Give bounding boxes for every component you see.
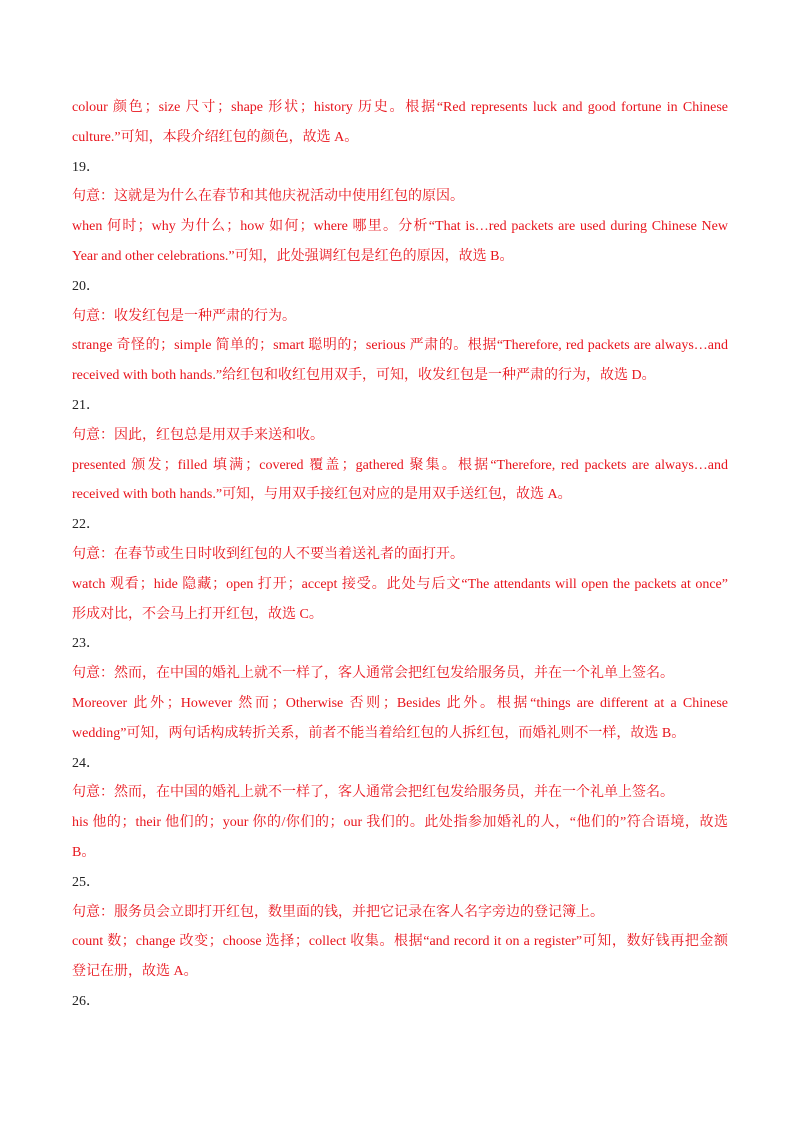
- explanation-line: when 何时；why 为什么；how 如何；where 哪里。分析“That is…red packets are used during Chinese New: [72, 219, 728, 235]
- question-number: 19．: [72, 159, 100, 175]
- explanation-line: watch 观看；hide 隐藏；open 打开；accept 接受。此处与后文“The attendants will open the packets at once”: [72, 576, 728, 592]
- explanation-line: strange 奇怪的；simple 简单的；smart 聪明的；serious 严肃的。根据“Therefore, red packets are always…and: [72, 338, 728, 354]
- explanation-line: culture.”可知，本段介绍红包的颜色，故选 A。: [72, 129, 359, 145]
- explanation-line: received with both hands.”给红包和收红包用双手，可知，收发红包是一种严肃的行为，故选 D。: [72, 368, 656, 384]
- explanation-block-25: [72, 868, 728, 987]
- explanation-line: colour 颜色；size 尺寸；shape 形状；history 历史。根据“Red represents luck and good fortune in Chinese: [72, 100, 728, 115]
- explanation-line: wedding”可知，两句话构成转折关系，前者不能当着给红包的人拆红包，而婚礼则不一样，故选 B。: [72, 725, 686, 741]
- explanation-block-22: [72, 510, 728, 629]
- explanation-line: count 数；change 改变；choose 选择；collect 收集。根据“and record it on a register”可知，数好钱再把金额: [72, 934, 728, 950]
- explanation-line: received with both hands.”可知，与用双手接红包对应的是用双手送红包，故选 A。: [72, 487, 572, 503]
- explanation-block-24: [72, 749, 728, 868]
- question-number: 24．: [72, 755, 100, 771]
- explanation-block-18: [72, 93, 728, 153]
- explanation-block-23: [72, 629, 728, 748]
- sentence-meaning: 句意：这就是为什么在春节和其他庆祝活动中使用红包的原因。: [72, 189, 464, 205]
- sentence-meaning: 句意：因此，红包总是用双手来送和收。: [72, 427, 324, 443]
- sentence-meaning: 句意：在春节或生日时收到红包的人不要当着送礼者的面打开。: [72, 546, 464, 562]
- question-number: 26．: [72, 993, 100, 1009]
- question-number: 22．: [72, 517, 100, 533]
- explanation-line: Moreover 此外；However 然而；Otherwise 否则；Besides 此外。根据“things are different at a Chinese: [72, 695, 728, 711]
- question-number: 23．: [72, 636, 100, 652]
- sentence-meaning: 句意：然而，在中国的婚礼上就不一样了，客人通常会把红包发给服务员，并在一个礼单上签名。: [72, 666, 674, 682]
- question-number: 25．: [72, 874, 100, 890]
- sentence-meaning: 句意：然而，在中国的婚礼上就不一样了，客人通常会把红包发给服务员，并在一个礼单上签名。: [72, 785, 674, 801]
- explanation-line: 登记在册，故选 A。: [72, 964, 198, 980]
- explanation-block-21: [72, 391, 728, 510]
- answer-explanations: [72, 93, 728, 1017]
- explanation-line: presented 颁发；filled 填满；covered 覆盖；gathered 聚集。根据“Therefore, red packets are always…and: [72, 457, 728, 473]
- question-number: 20．: [72, 278, 100, 294]
- explanation-line: his 他的；their 他们的；your 你的/你们的；our 我们的。此处指参加婚礼的人，“他们的”符合语境，故选: [72, 815, 728, 831]
- explanation-line: 形成对比，不会马上打开红包，故选 C。: [72, 606, 323, 622]
- explanation-block-20: [72, 272, 728, 391]
- explanation-block-19: [72, 153, 728, 272]
- question-number: 21．: [72, 397, 100, 413]
- sentence-meaning: 句意：收发红包是一种严肃的行为。: [72, 308, 296, 324]
- explanation-block-26: [72, 987, 728, 1017]
- explanation-line: Year and other celebrations.”可知，此处强调红包是红色的原因，故选 B。: [72, 248, 514, 264]
- explanation-line: B。: [72, 844, 96, 860]
- sentence-meaning: 句意：服务员会立即打开红包，数里面的钱，并把它记录在客人名字旁边的登记簿上。: [72, 904, 604, 920]
